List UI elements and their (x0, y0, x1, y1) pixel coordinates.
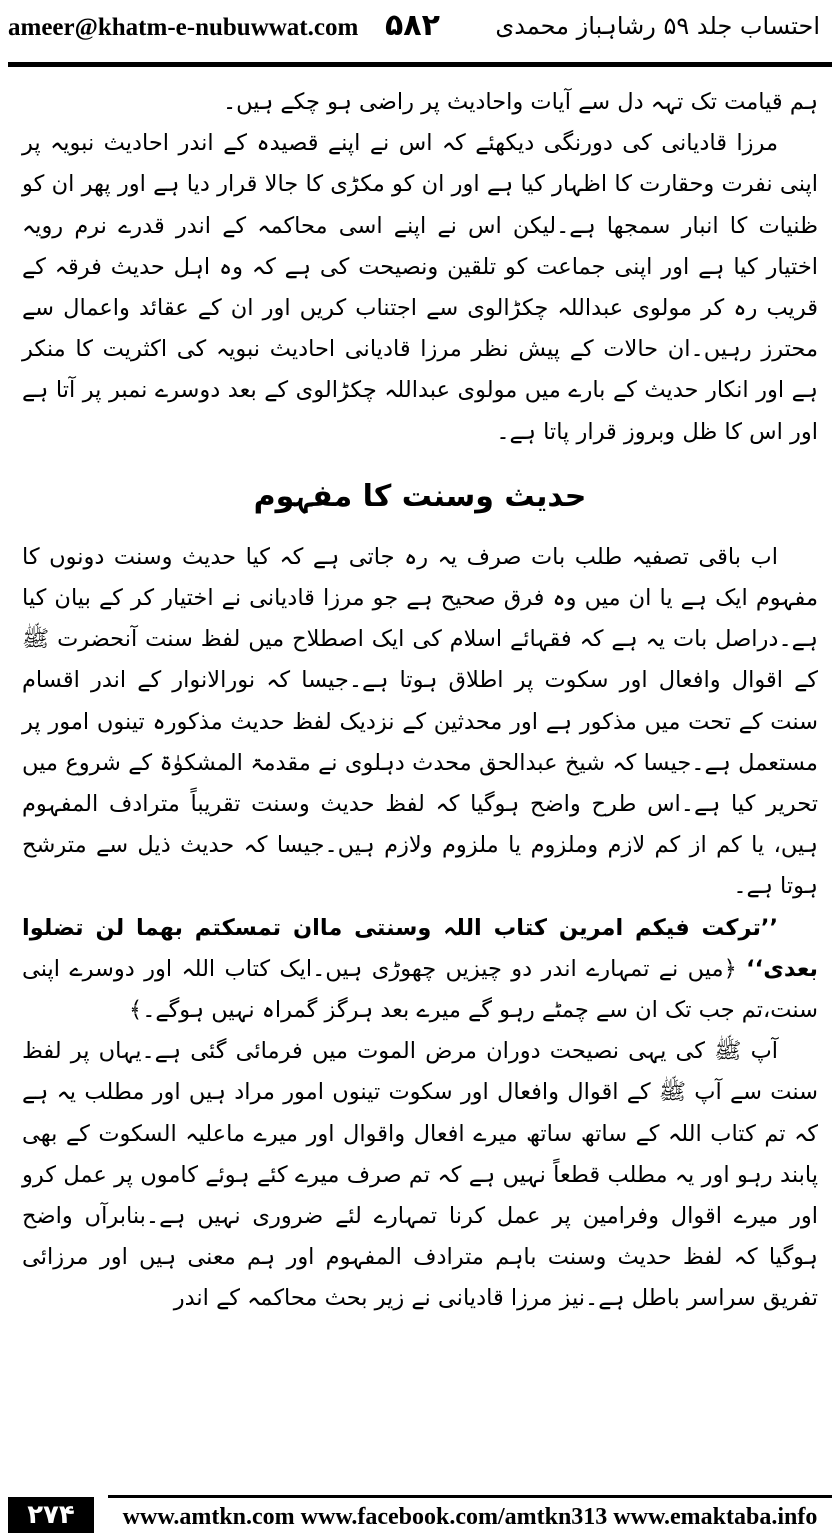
footer-page-number: ۲۷۴ (8, 1497, 94, 1533)
running-title: احتساب جلد ۵۹ رشاہباز محمدی (495, 12, 820, 40)
footer-urls: www.amtkn.com www.facebook.com/amtkn313 www.emaktaba.info (122, 1504, 818, 1530)
paragraph-2: مرزا قادیانی کی دورنگی دیکھئے کہ اس نے اپنے قصیدہ کے اندر احادیث نبویہ پر اپنی نفرت وحقارت کا اظہار کیا ہے اور ان کو مکڑی کا جالا قرار دیا ہے اور پھر ان کو ظنیات کا انبار سمجھا ہے۔لیکن اس نے اپنے اسی محاکمہ کے اندر قدرے نرم رویہ اختیار کیا ہے اور اپنی جماعت کو تلقین ونصیحت کی ہے کہ وہ اہل حدیث فرقہ کے قریب رہ کر مولوی عبداللہ چکڑالوی سے اجتناب کریں اور ان کے عقائد واعمال سے محترز رہیں۔ان حالات کے پیش نظر مرزا قادیانی احادیث نبویہ کی اکثریت کا منکر ہے اور انکار حدیث کے بارے میں مولوی عبداللہ چکڑالوی کے بعد دوسرے نمبر پر آتا ہے اور اس کا ظل وبروز قرار پاتا ہے۔ (22, 130, 818, 445)
hadith-arabic: ’’ترکت فیکم امرین کتاب اللہ وسنتی ماان تمسکتم بھما لن تضلوا بعدی‘‘ (22, 914, 818, 982)
paragraph-1: ہم قیامت تک تہہ دل سے آیات واحادیث پر راضی ہو چکے ہیں۔ (222, 89, 818, 115)
hadith-block (22, 908, 818, 1032)
page-header (0, 0, 840, 64)
page-body (22, 82, 818, 1320)
header-rule (8, 62, 832, 67)
page-number: ۵۸۲ (385, 8, 440, 43)
paragraph-4: آپ ﷺ کی یہی نصیحت دوران مرض الموت میں فرمائی گئی ہے۔یہاں پر لفظ سنت سے آپ ﷺ کے اقوال وافعال اور سکوت تینوں امور مراد ہیں اور مطلب یہ ہے کہ تم کتاب اللہ کے ساتھ ساتھ میرے افعال واقوال اور میرے ماعلیہ السکوت کے بھی پابند رہو اور یہ مطلب قطعاً نہیں ہے کہ تم صرف میرے کئے ہوئے کاموں پر عمل کرو اور میرے اقوال وفرامین پر عمل کرنا تمہارے لئے ضروری نہیں ہے۔بنابرآں واضح ہوگیا کہ لفظ حدیث وسنت باہم مترادف المفہوم اور ہم معنی ہیں اور مرزائی تفریق سراسر باطل ہے۔نیز مرزا قادیانی نے زیر بحث محاکمہ کے اندر (22, 1038, 818, 1312)
footer-rule (108, 1495, 832, 1498)
section-heading: حدیث وسنت کا مفہوم (253, 478, 587, 514)
header-email: ameer@khatm-e-nubuwwat.com (8, 14, 359, 41)
hadith-translation: ﴿میں نے تمہارے اندر دو چیزیں چھوڑی ہیں۔ایک کتاب اللہ اور دوسرے اپنی سنت،تم جب تک ان سے چمٹے رہو گے میرے بعد ہرگز گمراہ نہیں ہوگے۔﴾ (22, 955, 818, 1024)
page-footer (8, 1495, 832, 1535)
paragraph-3: اب باقی تصفیہ طلب بات صرف یہ رہ جاتی ہے کہ کیا حدیث وسنت دونوں کا مفہوم ایک ہے یا ان میں وہ فرق صحیح ہے جو مرزا قادیانی نے اختیار کر کے بیان کیا ہے۔دراصل بات یہ ہے کہ فقہائے اسلام کی ایک اصطلاح میں لفظ سنت آنحضرت ﷺ کے اقوال وافعال اور سکوت پر اطلاق ہوتا ہے۔جیسا کہ نورالانوار کے اندر اقسام سنت کے تحت میں مذکور ہے اور محدثین کے نزدیک لفظ حدیث مذکورہ تینوں امور پر مستعمل ہے۔جیسا کہ شیخ عبدالحق محدث دہلوی نے مقدمۃ المشکوٰۃ کے شروع میں تحریر کیا ہے۔اس طرح واضح ہوگیا کہ لفظ حدیث وسنت تقریباً مترادف المفہوم ہیں، یا کم از کم لازم وملزوم یا ملزوم ولازم ہیں۔جیسا کہ حدیث ذیل سے مترشح ہوتا ہے۔ (22, 543, 818, 900)
